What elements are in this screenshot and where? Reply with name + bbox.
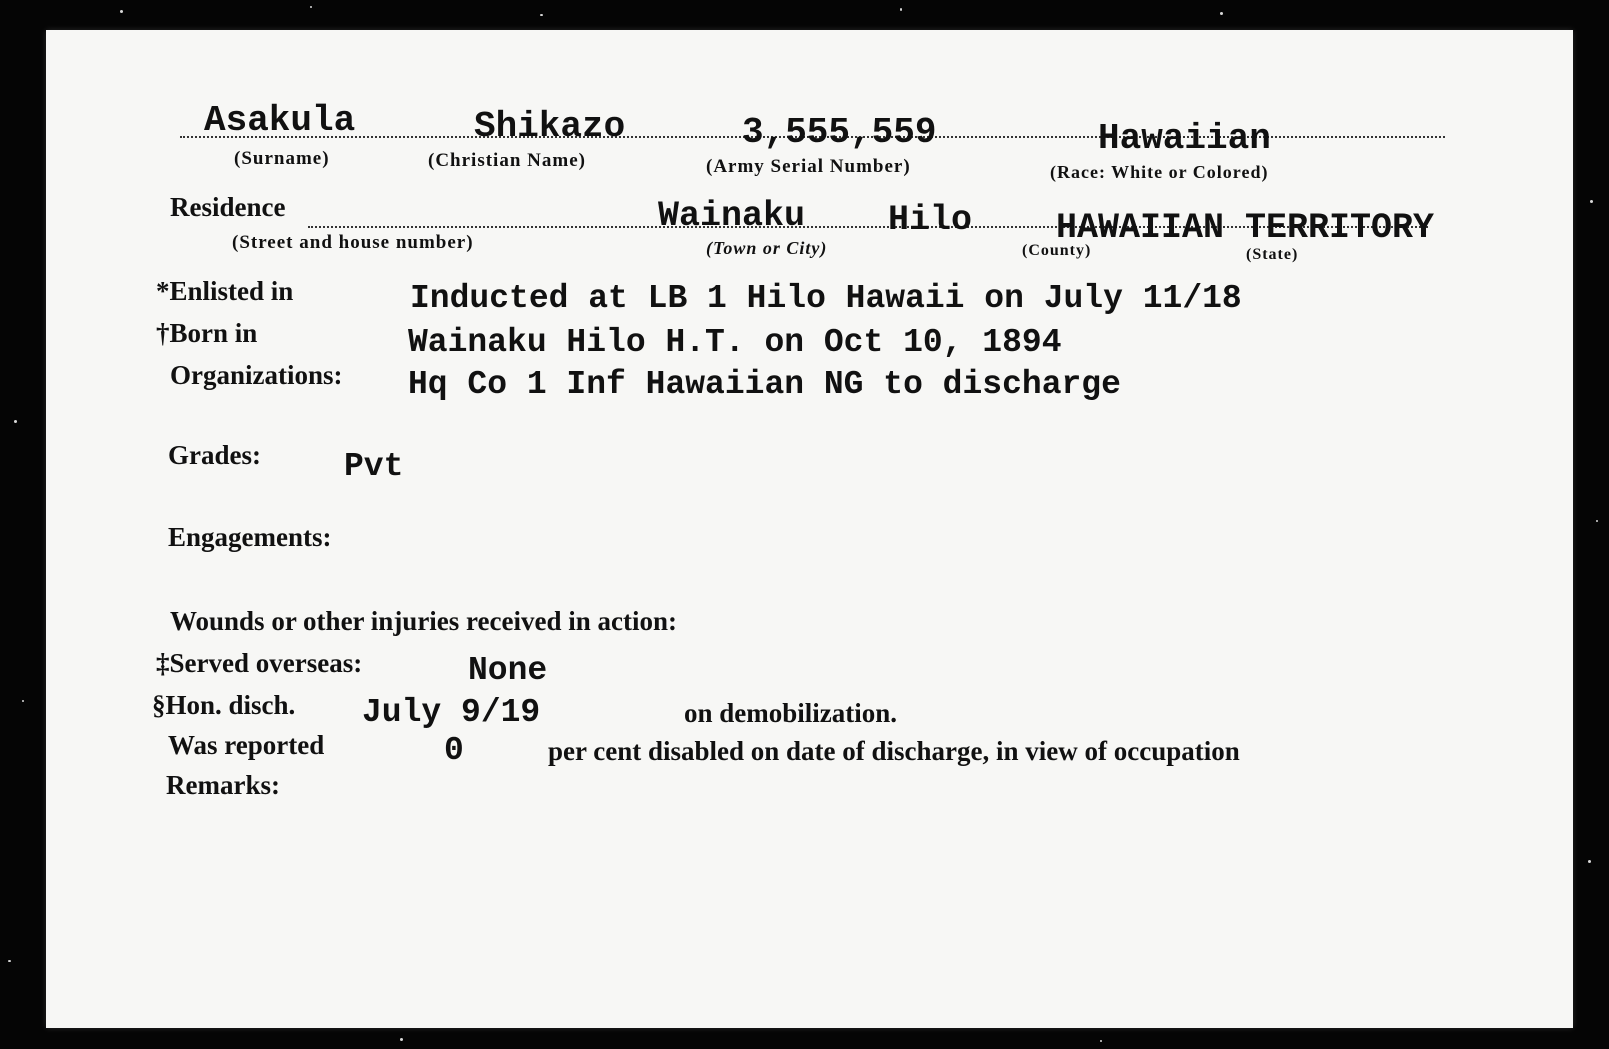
race-value: Hawaiian	[1098, 118, 1271, 159]
christian-name-caption: (Christian Name)	[428, 150, 586, 171]
town-caption: (Town or City)	[706, 238, 828, 258]
county-value: Hilo	[888, 200, 973, 240]
enlisted-value: Inducted at LB 1 Hilo Hawaii on July 11/18	[410, 280, 1242, 317]
hon-disch-value: July 9/19	[362, 694, 541, 731]
surname-value: Asakula	[204, 100, 356, 141]
born-label: †Born in	[156, 318, 258, 348]
state-value: HAWAIIAN TERRITORY	[1056, 208, 1435, 248]
served-overseas-label: ‡Served overseas:	[156, 648, 363, 678]
surname-caption: (Surname)	[234, 148, 330, 169]
residence-label: Residence	[170, 192, 286, 222]
hon-disch-suffix: on demobilization.	[684, 698, 898, 728]
wounds-label: Wounds or other injuries received in action:	[170, 606, 678, 636]
grades-label: Grades:	[168, 440, 261, 470]
organizations-label: Organizations:	[170, 360, 343, 390]
street-caption: (Street and house number)	[232, 232, 474, 253]
reported-label: Was reported	[168, 730, 325, 760]
born-value: Wainaku Hilo H.T. on Oct 10, 1894	[408, 324, 1062, 361]
hon-disch-label: §Hon. disch.	[152, 690, 296, 720]
organizations-value: Hq Co 1 Inf Hawaiian NG to discharge	[408, 366, 1121, 403]
race-caption: (Race: White or Colored)	[1050, 162, 1269, 182]
reported-value: 0	[444, 732, 464, 769]
reported-suffix: per cent disabled on date of discharge, in view of occupation	[548, 736, 1240, 766]
county-caption: (County)	[1022, 242, 1092, 259]
remarks-label: Remarks:	[166, 770, 280, 800]
serial-number-caption: (Army Serial Number)	[706, 156, 911, 177]
engagements-label: Engagements:	[168, 522, 332, 552]
grades-value: Pvt	[344, 448, 404, 485]
serial-number-value: 3,555,559	[742, 112, 937, 153]
state-caption: (State)	[1246, 246, 1299, 263]
christian-name-value: Shikazo	[474, 106, 626, 147]
served-overseas-value: None	[468, 652, 548, 689]
town-value: Wainaku	[658, 196, 806, 236]
record-card	[46, 30, 1573, 1028]
enlisted-label: *Enlisted in	[156, 276, 294, 306]
